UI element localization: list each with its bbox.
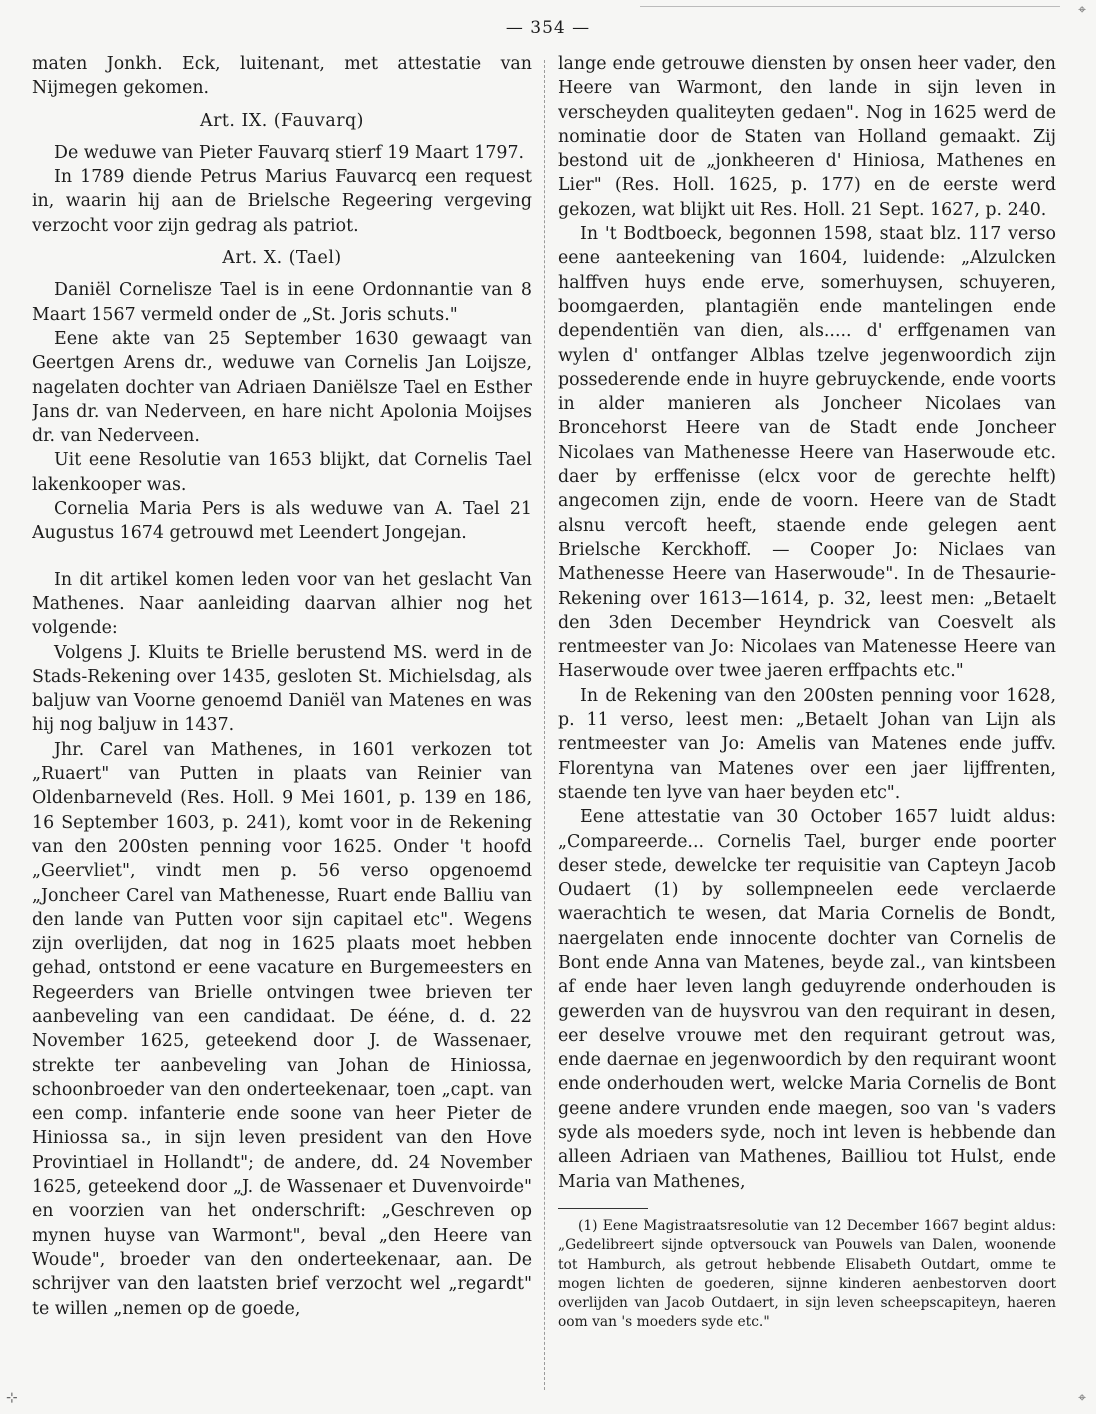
paragraph: In dit artikel komen leden voor van het geslacht Van Mathenes. Naar aanleiding daarvan alhier nog het volgende:	[32, 569, 532, 639]
paragraph: Cornelia Maria Pers is als weduwe van A. Tael 21 Augustus 1674 getrouwd met Leendert Jongejan.	[32, 499, 532, 544]
crop-mark-icon: ⌖	[1078, 2, 1086, 18]
paragraph: Daniël Cornelisze Tael is in eene Ordonnantie van 8 Maart 1567 vermeld onder de „St. Joris schuts."	[32, 280, 532, 325]
paragraph: In 't Bodtboeck, begonnen 1598, staat blz. 117 verso eene aanteekening van 1604, luidende: „Alzulcken halffven huys ende erve, somerhuysen, schuyeren, boomgaerden, plantagiën ende mantelingen ende dependentiën van dien, als..... d' erffgenamen van wylen d' ontfanger Alblas tzelve jegenwoordich zijn possederende ende in huyre gebruyckende, ende voorts in alder manieren als Joncheer Nicolaes van Broncehorst Heere van de Stadt ende Joncheer Nicolaes van Mathenesse Heere van Haserwoude etc. daer by erffenisse (elcx voor de gerechte helft) angecomen zijn, ende de voorn. Heere van de Stadt alsnu vercoft heeft, staende ende gelegen aent Brielsche Kerckhoff. — Cooper Jo: Niclaes van Mathenesse Heere van Haserwoude". In de Thesaurie-Rekening over 1613—1614, p. 32, leest men: „Betaelt den 3den December Heyndrick van Coesvelt als rentmeester van Jo: Nicolaes van Matenesse Heere van Haserwoude over twee jaeren erffpachts etc."	[558, 224, 1056, 682]
paragraph: In 1789 diende Petrus Marius Fauvarcq een request in, waarin hij aan de Brielsche Regeering vergeving verzocht voor zijn gedrag als patriot.	[32, 167, 532, 236]
section-heading: Art. X. (Tael)	[222, 248, 342, 269]
paragraph: Eene akte van 25 September 1630 gewaagt van Geertgen Arens dr., weduwe van Cornelis Jan Loijsze, nagelaten dochter van Adriaen Daniëlsze Tael en Esther Jans dr. van Nederveen, en hare nicht Apolonia Moijses dr. van Nederveen.	[32, 328, 532, 447]
paragraph: lange ende getrouwe diensten by onsen heer vader, den Heere van Warmont, den lande in sijn leven in verscheyden qualiteyten gedaen". Nog in 1625 werd de nominatie door de Staten van Holland gemaakt. Zij bestond uit de „jonkheeren d' Hiniosa, Mathenes en Lier" (Res. Holl. 1625, p. 177) en de eerste werd gekozen, wat blijkt uit Res. Holl. 21 Sept. 1627, p. 240.	[558, 54, 1056, 220]
column-divider	[544, 60, 545, 1390]
crop-mark-icon: ⊹	[6, 1390, 18, 1406]
paragraph: In de Rekening van den 200sten penning voor 1628, p. 11 verso, leest men: „Betaelt Johan van Lijn als rentmeester van Jo: Amelis van Matenes ende juffv. Florentyna van Matenes over een jaer lijffrenten, staende ten lyve van haer beyden etc".	[558, 685, 1056, 803]
paragraph: Eene attestatie van 30 October 1657 luidt aldus: „Compareerde... Cornelis Tael, burger ende poorter deser stede, dewelcke ter requisitie van Capteyn Jacob Oudaert (1) by sollempneelen eede verclaerde waerachtich te wesen, dat Maria Cornelis de Bondt, naergelaten ende innocente dochter van Cornelis de Bont ende Anna van Matenes, beyde zal., van kintsbeen af ende haer leven langh geduyrende onderhouden is gewerden van de huysvrou van den requirant in desen, eer deselve vrouwe met den requirant getrout was, ende daernae en jegenwoordich by den requirant woont ende onderhouden wert, welcke Maria Cornelis de Bont geene andere vrunden ende maegen, soo van 's vaders syde als moeders syde, noch int leven is hebbende dan alleen Adriaen van Mathenes, Bailliou tot Hulst, ende Maria van Mathenes,	[558, 807, 1056, 1192]
right-column	[558, 52, 1056, 1392]
paragraph: Volgens J. Kluits te Brielle berustend MS. werd in de Stads-Rekening over 1435, gesloten St. Michielsdag, als baljuw van Voorne genoemd Daniël van Matenes en was hij nog baljuw in 1437.	[32, 642, 532, 736]
footnote	[558, 1217, 1056, 1333]
scan-edge-line	[640, 6, 1060, 7]
section-heading: Art. IX. (Fauvarq)	[200, 110, 364, 131]
left-column	[32, 52, 532, 1392]
page-number: — 354 —	[505, 18, 591, 38]
paragraph: De weduwe van Pieter Fauvarq stierf 19 Maart 1797.	[54, 142, 525, 163]
crop-mark-icon: ⌖	[1078, 1390, 1086, 1406]
paragraph: Jhr. Carel van Mathenes, in 1601 verkozen tot „Ruaert" van Putten in plaats van Reinier van Oldenbarneveld (Res. Holl. 9 Mei 1601, p. 139 en 186, 16 September 1603, p. 241), komt voor in de Rekening van den 200sten penning voor 1625. Onder 't hoofd „Geervliet", vindt men p. 56 verso opgenoemd „Joncheer Carel van Mathenesse, Ruart ende Balliu van den lande van Putten voor sijn capitael etc". Wegens zijn overlijden, dat nog in 1625 plaats moet hebben gehad, ontstond er eene vacature en Burgemeesters en Regeerders van Brielle ontvingen twee brieven ter aanbeveling van een candidaat. De ééne, d. d. 22 November 1625, geteekend door J. de Wassenaer, strekte ter aanbeveling van Johan de Hiniossa, schoonbroeder van den onderteekenaar, toen „capt. van een comp. infanterie ende soone van heer Pieter de Hiniossa sa., in sijn leven president van den Hove Provintiael in Hollandt"; de andere, dd. 24 November 1625, geteekend door „J. de Wassenaer et Duvenvoirde" en voorzien van het onderschrift: „Geschreven op mynen huyse van Warmont", beval „den Heere van Woude", broeder van den onderteekenaar, aan. De schrijver van den laatsten brief verzocht wel „regardt" te willen „nemen op de goede,	[32, 739, 532, 1319]
paragraph: maten Jonkh. Eck, luitenant, met attestatie van Nijmegen gekomen.	[32, 54, 532, 99]
paragraph: Uit eene Resolutie van 1653 blijkt, dat Cornelis Tael lakenkooper was.	[32, 450, 532, 495]
footnote-text: (1) Eene Magistraatsresolutie van 12 December 1667 begint aldus: „Gedelibreert sijnde optversouck van Pouwels van Dalen, woonende tot Hamburch, als getrout hebbende Elisabeth Outdart, omme te mogen lichten de goederen, sijnne kinderen aenbestorven doort overlijden van Jacob Outdaert, in sijn leven scheepscapiteyn, haeren oom van 's moeders syde etc."	[558, 1217, 1056, 1331]
footnote-rule	[558, 1208, 648, 1209]
